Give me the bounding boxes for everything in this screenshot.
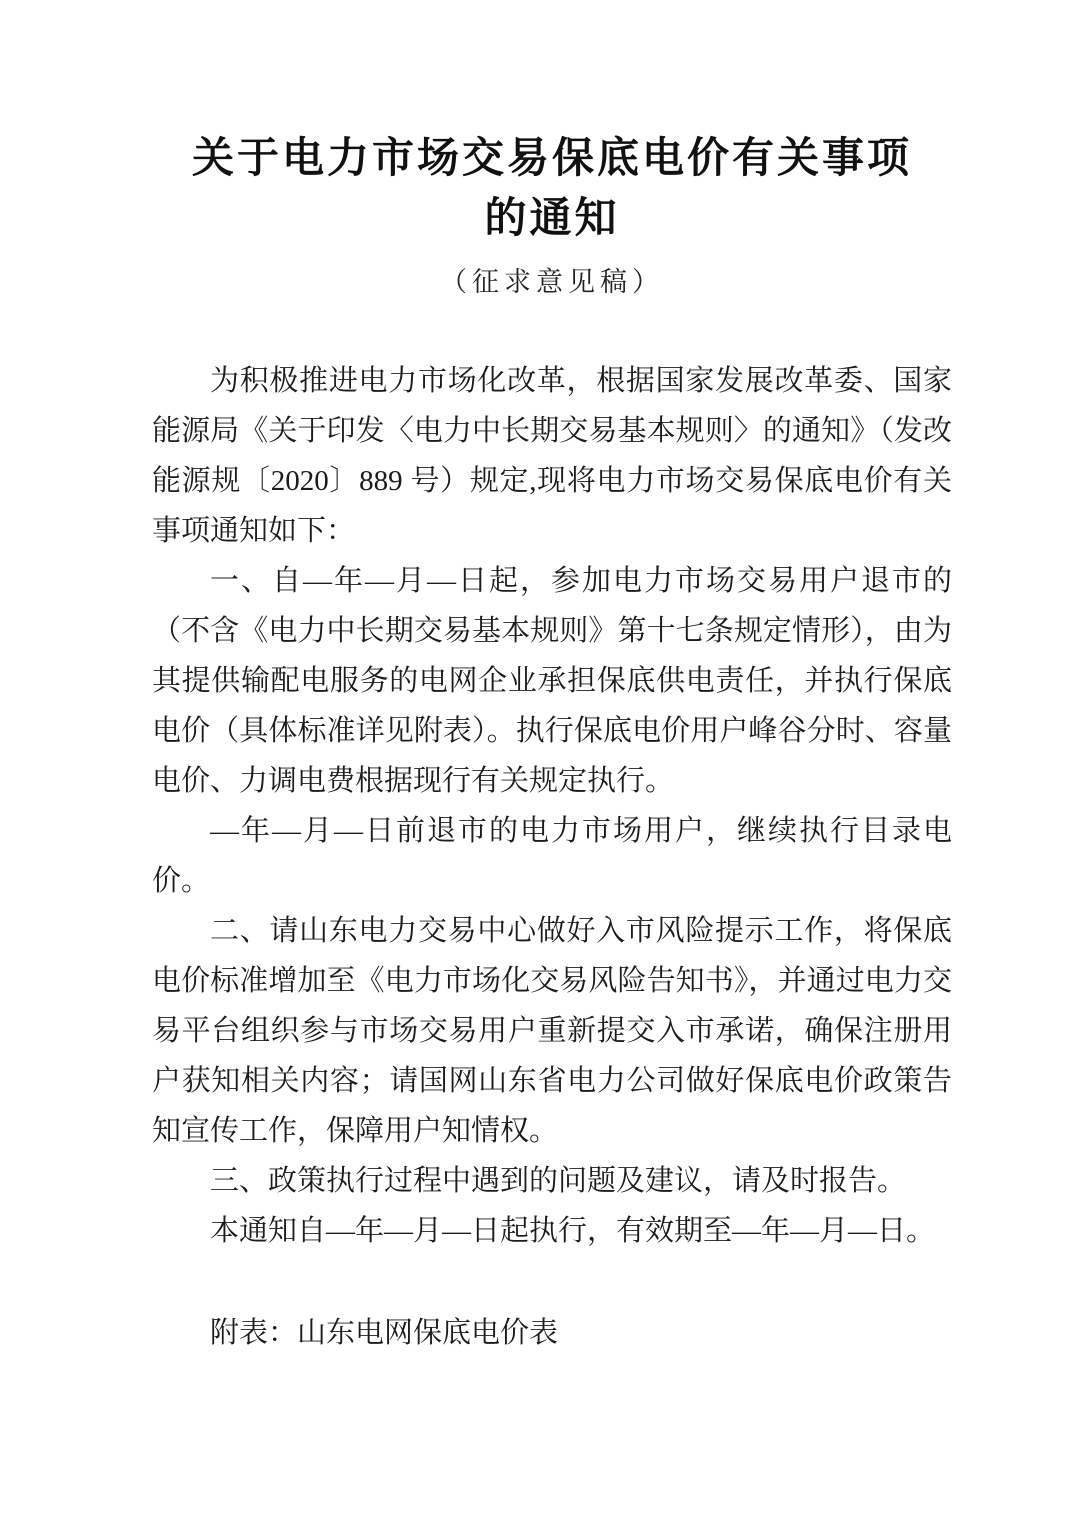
document-title — [152, 128, 952, 248]
paragraph-effective-period: 本通知自—年—月—日起执行，有效期至—年—月—日。 — [210, 1215, 936, 1247]
attachment-note: 附表：山东电网保底电价表 — [210, 1317, 559, 1349]
document-body — [152, 356, 952, 1358]
document-subtitle: （征求意见稿） — [440, 267, 664, 297]
paragraph-item-3: 三、政策执行过程中遇到的问题及建议，请及时报告。 — [210, 1165, 907, 1197]
paragraph-item-2: 二、请山东电力交易中心做好入市风险提示工作，将保底电价标准增加至《电力市场化交易风险告知书》，并通过电力交易平台组织参与市场交易用户重新提交入市承诺，确保注册用户获知相关内容；请国网山东省电力公司做好保底电价政策告知宣传工作，保障用户知情权。 — [152, 915, 952, 1147]
paragraph-item-1: 一、自—年—月—日起，参加电力市场交易用户退市的（不含《电力中长期交易基本规则》第十七条规定情形），由为其提供输配电服务的电网企业承担保底供电责任，并执行保底电价（具体标准详见附表）。执行保底电价用户峰谷分时、容量电价、力调电费根据现行有关规定执行。 — [152, 565, 952, 797]
document-title-line-2: 的通知 — [484, 194, 620, 241]
paragraph-intro: 为积极推进电力市场化改革，根据国家发展改革委、国家能源局《关于印发〈电力中长期交易基本规则〉的通知》（发改能源规〔2020〕889 号）规定,现将电力市场交易保底电价有关事项通知如下： — [152, 365, 952, 547]
paragraph-item-1-supplement: —年—月—日前退市的电力市场用户，继续执行目录电价。 — [152, 815, 952, 897]
document-title-line-1: 关于电力市场交易保底电价有关事项 — [191, 134, 912, 181]
